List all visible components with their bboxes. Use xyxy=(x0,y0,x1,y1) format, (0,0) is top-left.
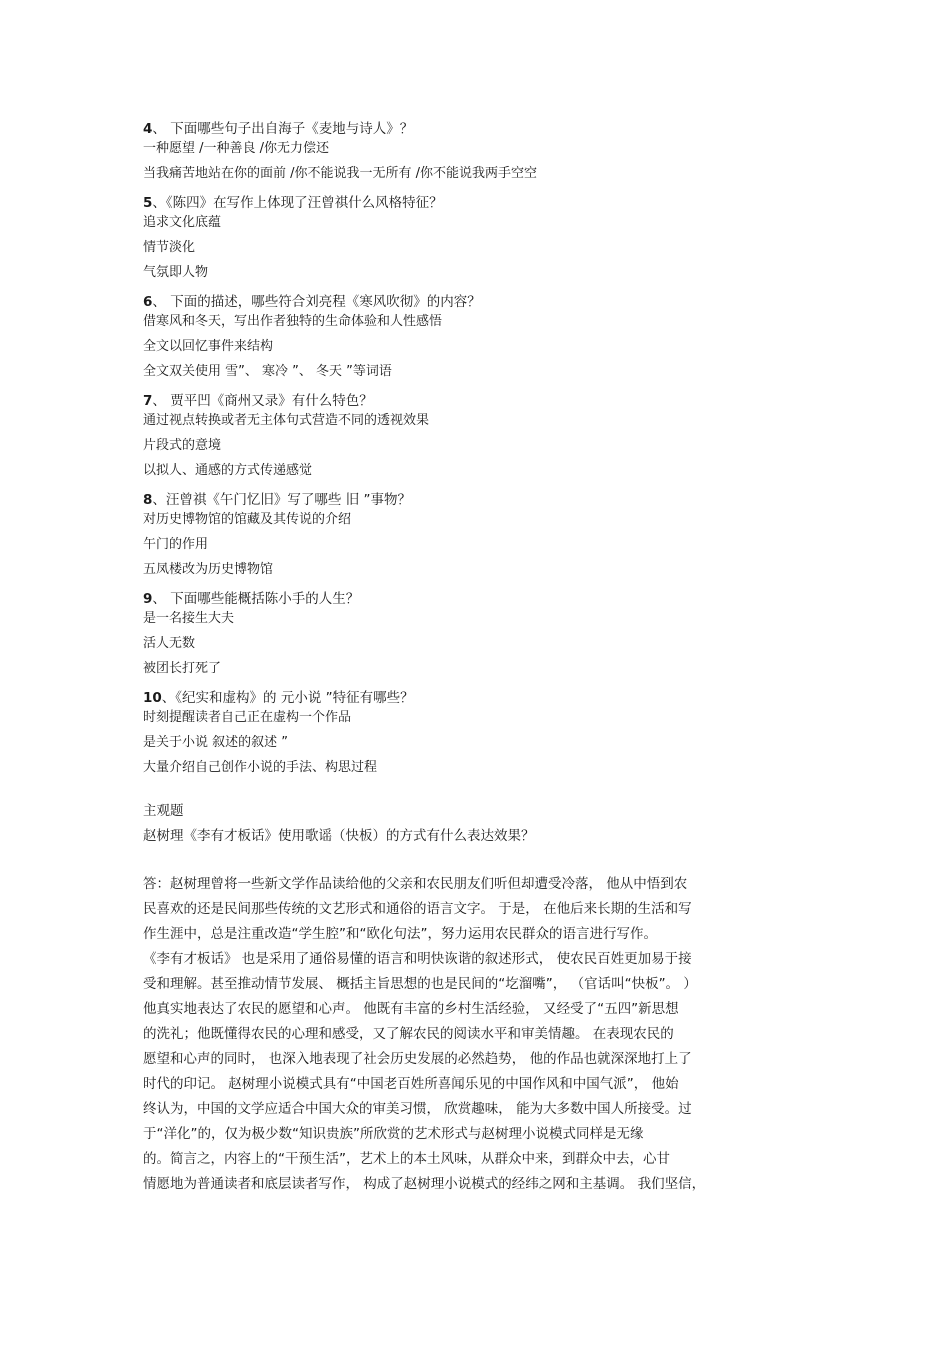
question-text: 、 下面的描述，哪些符合刘亮程《寒风吹彻》的内容？ xyxy=(152,294,481,310)
question-text: 、《纪实和虚构》的 元小说 ”特征有哪些？ xyxy=(161,690,414,706)
question-option: 五凤楼改为历史博物馆 xyxy=(143,562,274,577)
question-option: 通过视点转换或者无主体句式营造不同的透视效果 xyxy=(143,413,430,428)
document-page xyxy=(143,116,813,1197)
subjective-question: 赵树理《李有才板话》使用歌谣（快板）的方式有什么表达效果？ xyxy=(143,828,535,844)
answer-paragraph xyxy=(143,872,813,1197)
answer-line: 终认为，中国的文学应适合中国大众的审美习惯， 欣赏趣味， 能为大多数中国人所接受。过 xyxy=(143,1101,692,1117)
answer-line: 时代的印记。 赵树理小说模式具有“中国老百姓所喜闻乐见的中国作风和中国气派”， 他始 xyxy=(143,1076,679,1092)
question-option: 全文双关使用 雪”、 寒冷 ”、 冬天 ”等词语 xyxy=(143,364,392,379)
answer-line: 的洗礼；他既懂得农民的心理和感受，又了解农民的阅读水平和审美情趣。 在表现农民的 xyxy=(143,1026,674,1042)
answer-line: 民喜欢的还是民间那些传统的文艺形式和通俗的语言文字。 于是， 在他后来长期的生活和写 xyxy=(143,901,692,917)
section-title: 主观题 xyxy=(143,803,184,819)
question-number: 4 xyxy=(143,121,153,137)
question-option: 全文以回忆事件来结构 xyxy=(143,339,274,354)
question-number: 9 xyxy=(143,591,153,607)
answer-line: 他真实地表达了农民的愿望和心声。 他既有丰富的乡村生活经验， 又经受了“五四”新思想 xyxy=(143,1001,679,1017)
question-option: 气氛即人物 xyxy=(143,265,209,280)
answer-line: 愿望和心声的同时， 也深入地表现了社会历史发展的必然趋势， 他的作品也就深深地打上了 xyxy=(143,1051,692,1067)
answer-line: 情愿地为普通读者和底层读者写作， 构成了赵树理小说模式的经纬之网和主基调。 我们坚信， xyxy=(143,1176,706,1192)
answer-line: 于“洋化”的，仅为极少数“知识贵族”所欣赏的艺术形式与赵树理小说模式同样是无缘 xyxy=(143,1126,644,1142)
question-text: 、 下面哪些能概括陈小手的人生？ xyxy=(152,591,360,607)
question-option: 是一名接生大夫 xyxy=(143,611,235,626)
answer-line: 作生涯中，总是注重改造“学生腔”和“欧化句法”，努力运用农民群众的语言进行写作。 xyxy=(143,926,657,942)
question-option: 以拟人、通感的方式传递感觉 xyxy=(143,463,313,478)
question-text: 、汪曾祺《午门忆旧》写了哪些 旧 ”事物？ xyxy=(152,492,411,508)
question-title xyxy=(143,392,813,412)
subjective-section xyxy=(143,802,813,1197)
question-block xyxy=(143,392,813,487)
question-title xyxy=(143,194,813,214)
question-block xyxy=(143,491,813,586)
question-text: 、 下面哪些句子出自海子《麦地与诗人》？ xyxy=(152,121,414,137)
question-option: 午门的作用 xyxy=(143,537,209,552)
question-option: 追求文化底蕴 xyxy=(143,215,222,230)
question-option: 当我痛苦地站在你的面前 /你不能说我一无所有 /你不能说我两手空空 xyxy=(143,166,538,181)
question-block xyxy=(143,689,813,784)
question-text: 、《陈四》在写作上体现了汪曾祺什么风格特征？ xyxy=(152,195,443,211)
question-option: 被团长打死了 xyxy=(143,661,222,676)
question-block xyxy=(143,120,813,190)
question-text: 、 贾平凹《商州又录》有什么特色？ xyxy=(152,393,373,409)
answer-line: 《李有才板话》 也是采用了通俗易懂的语言和明快诙谐的叙述形式， 使农民百姓更加易于接 xyxy=(143,951,692,967)
question-option: 大量介绍自己创作小说的手法、构思过程 xyxy=(143,760,378,775)
question-title xyxy=(143,120,813,140)
question-list xyxy=(143,120,813,784)
question-number: 8 xyxy=(143,492,153,508)
question-title xyxy=(143,689,813,709)
answer-line: 的。简言之，内容上的“干预生活”，艺术上的本土风味，从群众中来，到群众中去，心甘 xyxy=(143,1151,670,1167)
question-number: 10 xyxy=(143,690,162,706)
question-option: 活人无数 xyxy=(143,636,196,651)
question-number: 6 xyxy=(143,294,153,310)
question-block xyxy=(143,194,813,289)
answer-line: 答：赵树理曾将一些新文学作品读给他的父亲和农民朋友们听但却遭受冷落， 他从中悟到农 xyxy=(143,876,688,892)
question-block xyxy=(143,293,813,388)
question-title xyxy=(143,293,813,313)
question-number: 5 xyxy=(143,195,153,211)
question-option: 对历史博物馆的馆藏及其传说的介绍 xyxy=(143,512,352,527)
question-option: 借寒风和冬天，写出作者独特的生命体验和人性感悟 xyxy=(143,314,443,329)
question-block xyxy=(143,590,813,685)
question-option: 情节淡化 xyxy=(143,240,196,255)
question-number: 7 xyxy=(143,393,153,409)
question-option: 时刻提醒读者自己正在虚构一个作品 xyxy=(143,710,352,725)
answer-line: 受和理解。甚至推动情节发展、 概括主旨思想的也是民间的“圪溜嘴”， （官话叫“快板”。 ） xyxy=(143,976,697,992)
question-option: 是关于小说 叙述的叙述 ” xyxy=(143,735,288,750)
question-title xyxy=(143,491,813,511)
question-title xyxy=(143,590,813,610)
section-gap xyxy=(143,784,813,802)
question-option: 一种愿望 /一种善良 /你无力偿还 xyxy=(143,141,330,156)
question-option: 片段式的意境 xyxy=(143,438,222,453)
